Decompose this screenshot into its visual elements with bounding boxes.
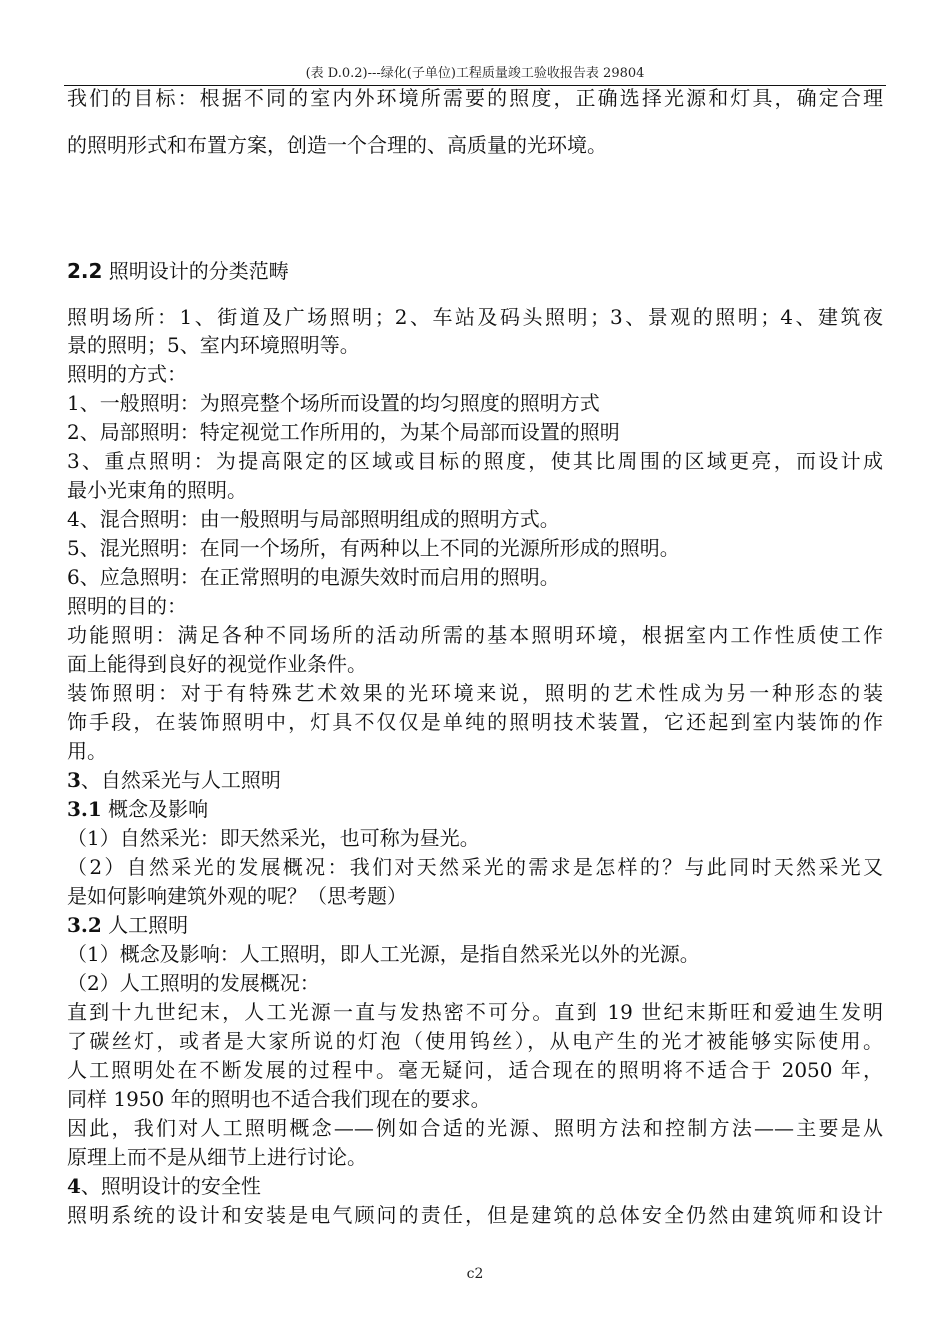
history-line-2: 了碳丝灯，或者是大家所说的灯泡（使用钨丝），从电产生的光才被能够实际使用。: [67, 1029, 883, 1053]
section-4-title: 、照明设计的安全性: [80, 1174, 261, 1198]
section-2-2-title: 照明设计的分类范畴: [102, 259, 289, 283]
section-3-2-heading: [67, 911, 883, 939]
conclusion-line-2: 原理上而不是从细节上进行讨论。: [67, 1145, 367, 1169]
page-header: (表 D.0.2)---绿化(子单位)工程质量竣工验收报告表 29804: [305, 66, 645, 81]
method-6: 6、应急照明：在正常照明的电源失效时而启用的照明。: [67, 565, 560, 589]
decorative-lighting-line-1: 装饰照明：对于有特殊艺术效果的光环境来说，照明的艺术性成为另一种形态的装: [67, 681, 883, 705]
section-4-paragraph-line-1: 照明系统的设计和安装是电气顾问的责任，但是建筑的总体安全仍然由建筑师和设计: [67, 1203, 883, 1227]
history-line-3: 人工照明处在不断发展的过程中。毫无疑问，适合现在的照明将不适合于 2050 年，: [67, 1058, 883, 1082]
decorative-lighting-line-2: 饰手段，在装饰照明中，灯具不仅仅是单纯的照明技术装置，它还起到室内装饰的作: [67, 710, 883, 734]
section-3-1-item-2-line-1: （2）自然采光的发展概况：我们对天然采光的需求是怎样的？与此同时天然采光又: [67, 855, 883, 879]
section-3-1-number: 3.1: [67, 797, 102, 821]
section-4-heading: [67, 1172, 883, 1200]
functional-lighting-line-2: 面上能得到良好的视觉作业条件。: [67, 652, 367, 676]
purpose-heading: 照明的目的：: [67, 594, 187, 618]
method-3-line-2: 最小光束角的照明。: [67, 478, 247, 502]
section-3-number: 3: [67, 768, 81, 792]
section-2-2-heading: [67, 257, 883, 285]
section-3-2-title: 人工照明: [101, 913, 189, 937]
functional-lighting-line-1: 功能照明：满足各种不同场所的活动所需的基本照明环境，根据室内工作性质使工作: [67, 623, 883, 647]
method-2: 2、局部照明：特定视觉工作所用的，为某个局部而设置的照明: [67, 420, 620, 444]
page-number: c2: [466, 1266, 484, 1282]
places-line-1: 照明场所：1、街道及广场照明；2、车站及码头照明；3、景观的照明；4、建筑夜: [67, 305, 883, 329]
section-2-2-number: 2.2: [67, 259, 103, 283]
conclusion-line-1: 因此，我们对人工照明概念——例如合适的光源、照明方法和控制方法——主要是从: [67, 1116, 883, 1140]
section-4-number: 4: [67, 1174, 81, 1198]
section-3-heading: [67, 766, 883, 794]
section-3-title: 、自然采光与人工照明: [80, 768, 281, 792]
section-3-2-item-1: （1）概念及影响：人工照明，即人工光源，是指自然采光以外的光源。: [67, 942, 700, 966]
section-3-1-heading: [67, 795, 883, 823]
section-3-1-item-2-line-2: 是如何影响建筑外观的呢？（思考题）: [67, 884, 407, 908]
method-5: 5、混光照明：在同一个场所，有两种以上不同的光源所形成的照明。: [67, 536, 680, 560]
method-1: 1、一般照明：为照亮整个场所而设置的均匀照度的照明方式: [67, 391, 600, 415]
intro-line-2: 的照明形式和布置方案，创造一个合理的、高质量的光环境。: [67, 133, 607, 157]
method-3-line-1: 3、重点照明：为提高限定的区域或目标的照度，使其比周围的区域更亮，而设计成: [67, 449, 883, 473]
methods-heading: 照明的方式：: [67, 362, 187, 386]
decorative-lighting-line-3: 用。: [67, 739, 107, 763]
section-3-2-item-2: （2）人工照明的发展概况：: [67, 971, 320, 995]
intro-line-1: 我们的目标：根据不同的室内外环境所需要的照度，正确选择光源和灯具，确定合理: [67, 86, 883, 110]
section-3-1-title: 概念及影响: [101, 797, 209, 821]
history-line-4: 同样 1950 年的照明也不适合我们现在的要求。: [67, 1087, 491, 1111]
history-line-1: 直到十九世纪末，人工光源一直与发热密不可分。直到 19 世纪末斯旺和爱迪生发明: [67, 1000, 883, 1024]
places-line-2: 景的照明；5、室内环境照明等。: [67, 333, 360, 357]
section-3-2-number: 3.2: [67, 913, 102, 937]
method-4: 4、混合照明：由一般照明与局部照明组成的照明方式。: [67, 507, 560, 531]
section-3-1-item-1: （1）自然采光：即天然采光，也可称为昼光。: [67, 826, 480, 850]
